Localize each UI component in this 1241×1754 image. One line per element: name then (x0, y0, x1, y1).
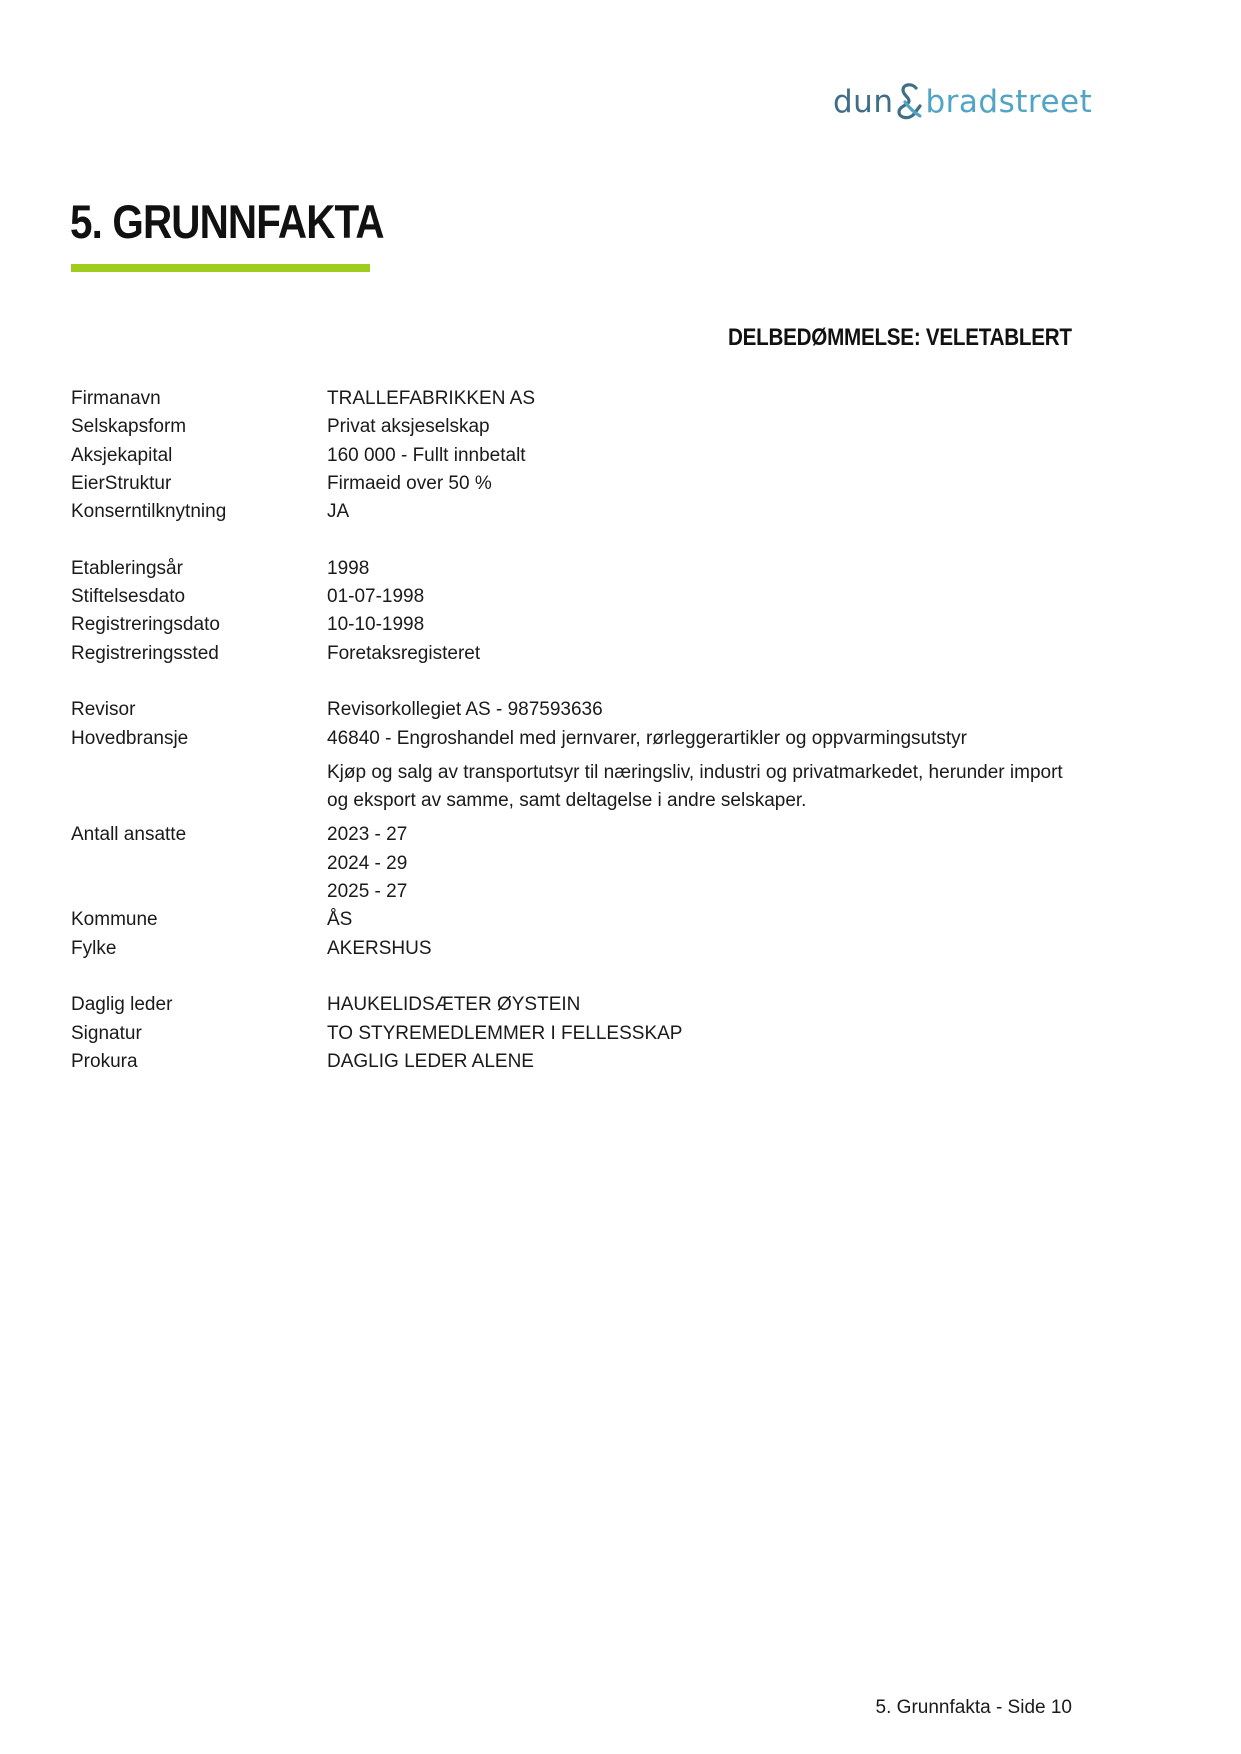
fact-list (71, 385, 1072, 1076)
fact-row-etableringsar (71, 555, 1072, 583)
fact-value: 2024 - 29 (327, 852, 408, 874)
fact-value: 2025 - 27 (327, 881, 408, 903)
section-gap (71, 963, 1072, 991)
fact-row-formal (71, 759, 1072, 816)
fact-row-kommune (71, 906, 1072, 934)
logo-text-dun: dun (833, 84, 894, 120)
page-footer: 5. Grunnfakta - Side 10 (875, 1697, 1072, 1718)
fact-label: Daglig leder (71, 994, 173, 1016)
fact-row-aksjekapital (71, 442, 1072, 470)
section-gap (71, 526, 1072, 554)
fact-value: ÅS (327, 909, 353, 931)
fact-label-empty (71, 878, 327, 906)
fact-row-daglig-leder (71, 991, 1072, 1019)
fact-label: Revisor (71, 699, 136, 721)
fact-label: Konserntilknytning (71, 501, 227, 523)
fact-value: 10-10-1998 (327, 614, 425, 636)
business-purpose-text: Kjøp og salg av transportutsyr til næringsliv, industri og privatmarkedet, herunder import og eksport av samme, samt deltagelse i andre selskaper. (327, 761, 1063, 812)
fact-value: 01-07-1998 (327, 586, 425, 608)
fact-row-registreringsdato (71, 611, 1072, 639)
fact-row-eierstruktur (71, 470, 1072, 498)
fact-value: JA (327, 501, 350, 523)
fact-row-antall-ansatte (71, 821, 1072, 849)
fact-label: Firmanavn (71, 388, 161, 409)
section-gap (71, 668, 1072, 696)
logo-ampersand-icon (894, 82, 924, 120)
fact-label: Prokura (71, 1050, 138, 1072)
fact-row-firmanavn (71, 385, 1072, 413)
fact-label: Registreringssted (71, 642, 219, 664)
fact-row-selskapsform (71, 413, 1072, 441)
fact-value: Privat aksjeselskap (327, 416, 490, 438)
rating-heading: DELBEDØMMELSE: VELETABLERT (728, 324, 1072, 351)
fact-row-fylke (71, 935, 1072, 963)
fact-label: Selskapsform (71, 416, 187, 438)
fact-value: DAGLIG LEDER ALENE (327, 1050, 534, 1072)
fact-row-revisor (71, 696, 1072, 724)
fact-label: Registreringsdato (71, 614, 220, 636)
logo-text-bradstreet: bradstreet (925, 84, 1093, 120)
fact-row-hovedbransje (71, 725, 1072, 753)
fact-value: Foretaksregisteret (327, 642, 481, 664)
fact-row-antall-ansatte (71, 850, 1072, 878)
fact-label: Kommune (71, 909, 158, 931)
fact-label: Fylke (71, 937, 117, 959)
fact-row-antall-ansatte (71, 878, 1072, 906)
fact-value: 46840 - Engroshandel med jernvarer, rørleggerartikler og oppvarmingsutstyr (327, 727, 967, 749)
title-underline-bar (71, 264, 370, 272)
fact-row-registreringssted (71, 640, 1072, 668)
fact-label-empty (71, 850, 327, 878)
fact-label: Stiftelsesdato (71, 586, 186, 608)
fact-value: 2023 - 27 (327, 824, 408, 846)
fact-value: HAUKELIDSÆTER ØYSTEIN (327, 994, 581, 1016)
fact-value: AKERSHUS (327, 937, 432, 959)
fact-value: Firmaeid over 50 % (327, 472, 492, 494)
fact-label: EierStruktur (71, 472, 172, 494)
fact-row-stiftelsesdato (71, 583, 1072, 611)
fact-label: Aksjekapital (71, 444, 173, 466)
fact-row-prokura (71, 1048, 1072, 1076)
fact-value: TRALLEFABRIKKEN AS (327, 388, 536, 409)
fact-label: Etableringsår (71, 557, 183, 579)
fact-value: 160 000 - Fullt innbetalt (327, 444, 526, 466)
fact-label: Hovedbransje (71, 727, 189, 749)
fact-label: Signatur (71, 1022, 142, 1044)
page-title: 5. GRUNNFAKTA (70, 195, 384, 248)
fact-label-empty (71, 759, 327, 816)
fact-value: TO STYREMEDLEMMER I FELLESSKAP (327, 1022, 683, 1044)
fact-value: Revisorkollegiet AS - 987593636 (327, 699, 603, 721)
fact-row-konserntilknytning (71, 498, 1072, 526)
fact-value: 1998 (327, 557, 370, 579)
dun-bradstreet-logo (833, 80, 1093, 124)
fact-label: Antall ansatte (71, 824, 187, 846)
fact-row-signatur (71, 1020, 1072, 1048)
